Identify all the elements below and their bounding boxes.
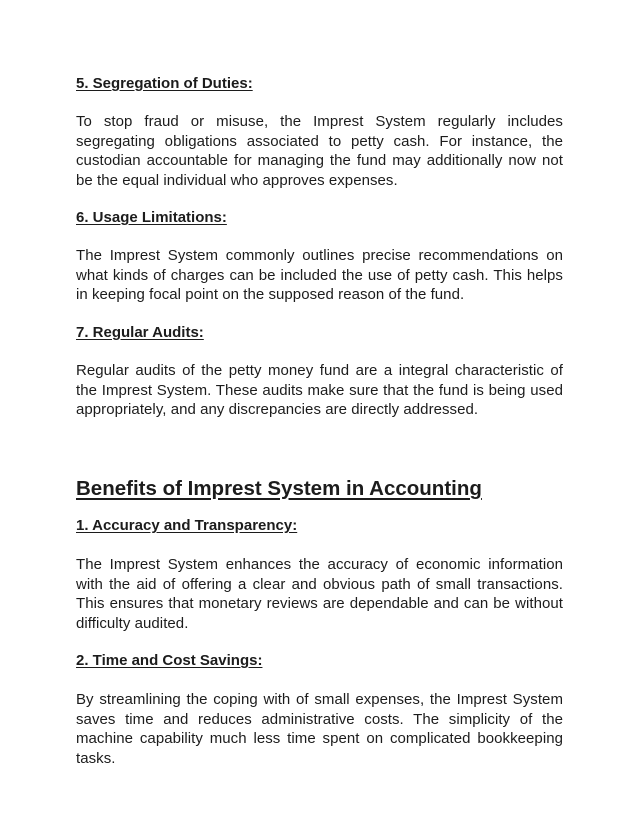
- section-heading-usage-limitations: 6. Usage Limitations:: [76, 209, 227, 226]
- section-body-regular-audits: Regular audits of the petty money fund are a integral characteristic of the Imprest System. These audits make sure that the fund is being used appropriately, and any discrepancies are directly addressed.: [76, 362, 563, 418]
- benefits-section-title: Benefits of Imprest System in Accounting: [76, 477, 482, 500]
- section-heading-regular-audits: 7. Regular Audits:: [76, 324, 204, 341]
- section-body-usage-limitations: The Imprest System commonly outlines precise recommendations on what kinds of charges can be included the use of petty cash. This helps in keeping focal point on the supposed reason of the fund.: [76, 247, 563, 303]
- benefit-heading-accuracy-and-transparency: 1. Accuracy and Transparency:: [76, 517, 298, 534]
- benefit-heading-time-and-cost-savings: 2. Time and Cost Savings:: [76, 652, 263, 669]
- benefit-body-accuracy-and-transparency: The Imprest System enhances the accuracy of economic information with the aid of offering a clear and obvious path of small transactions. This ensures that monetary reviews are dependable and can be without difficulty audited.: [76, 556, 563, 632]
- benefit-body-time-and-cost-savings: By streamlining the coping with of small expenses, the Imprest System saves time and reduces administrative costs. The simplicity of the machine capability much less time spent on complicated bookkeeping tasks.: [76, 691, 563, 767]
- section-body-segregation-of-duties: To stop fraud or misuse, the Imprest System regularly includes segregating obligations associated to petty cash. For instance, the custodian accountable for managing the fund may additionally now not be the equal individual who approves expenses.: [76, 113, 563, 189]
- section-heading-segregation-of-duties: 5. Segregation of Duties:: [76, 75, 253, 92]
